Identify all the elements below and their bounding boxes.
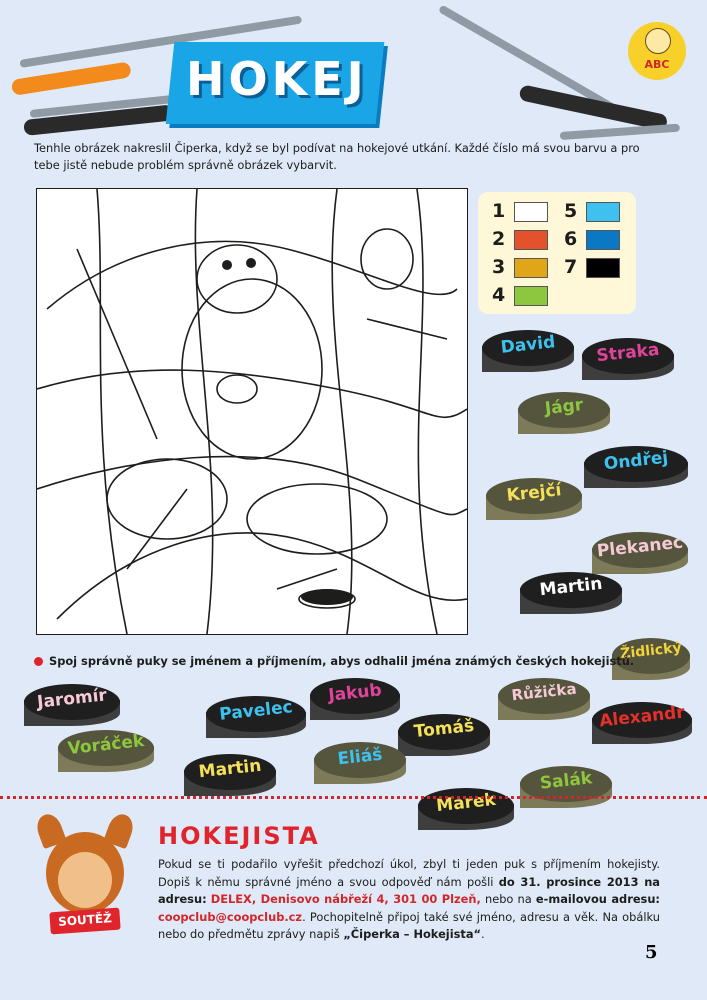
legend-number-6: 6 (564, 228, 578, 250)
legend-swatch-2 (514, 230, 548, 250)
puck-martin-2 (184, 754, 276, 800)
puck-label: Straka (595, 339, 661, 367)
contest-email: coopclub@coopclub.cz (158, 909, 303, 924)
puck-martin-1 (520, 572, 622, 620)
legend-swatch-3 (514, 258, 548, 278)
intro-text: Tenhle obrázek nakreslil Čiperka, když se byl podívat na hokejové utkání. Každé číslo má svou barvu a pro tebe jistě nebude problém správně obrázek vybarvit. (34, 141, 640, 172)
puck-label: Eliáš (336, 744, 384, 770)
puck-label: Martin (538, 573, 604, 601)
contest-email-label: e-mailovou adresu: (535, 892, 660, 906)
puck-label: Voráček (66, 731, 146, 759)
puck-ondrej (584, 446, 688, 494)
instruction-text: Spoj správně puky se jménem a příjmením, abys odhalil jména známých českých hokejistů. (49, 654, 635, 668)
puck-voracek (58, 730, 154, 776)
squirrel-mascot-icon (28, 818, 138, 948)
puck-jagr (518, 392, 610, 436)
puck-label: Židlický (619, 639, 683, 663)
contest-subject: „Čiperka – Hokejista“ (343, 927, 482, 941)
puck-label: Pavelec (218, 697, 294, 725)
section-divider (0, 796, 707, 799)
puck-tomas (398, 714, 490, 758)
puck-straka (582, 338, 674, 382)
puck-label: Salák (538, 768, 594, 794)
legend-swatch-7 (586, 258, 620, 278)
puck-jaromir (24, 684, 120, 730)
puck-label: Růžička (510, 679, 578, 705)
coloring-picture (36, 188, 468, 635)
legend-number-2: 2 (492, 228, 506, 250)
puck-alexandr (592, 702, 692, 750)
abc-logo-text: ABC (644, 58, 670, 71)
legend-swatch-1 (514, 202, 548, 222)
contest-text-part: nebo na (480, 892, 536, 906)
smiley-face-icon (645, 28, 671, 54)
puck-jakub (310, 678, 400, 722)
puck-plekanec (592, 532, 688, 576)
puck-david (482, 330, 574, 374)
puck-ruzicka (498, 678, 590, 722)
puck-label: Ondřej (602, 447, 670, 475)
contest-text-part: . Pochopitelně připoj také své jméno, adresu a věk. Na obálku nebo do předmětu zprávy napiš (158, 909, 660, 941)
contest-deadline: do 31. prosince 2013 na adresu: (158, 874, 660, 906)
puck-pavelec (206, 696, 306, 742)
legend-number-5: 5 (564, 200, 578, 222)
contest-text-part: Pokud se ti podařilo vyřešit předchozí úkol, zbyl ti jeden puk s příjmením hokejisty. Dopiš k němu správné jméno a svou odpověď nám pošli (158, 857, 660, 889)
puck-marek (418, 788, 514, 834)
puck-salak (520, 766, 612, 812)
page-number: 5 (645, 942, 658, 963)
puck-label: David (499, 332, 557, 358)
puck-label: Tomáš (412, 715, 476, 743)
contest-text (158, 856, 660, 944)
page-title: HOKEJ (186, 52, 368, 106)
legend-number-1: 1 (492, 200, 506, 222)
contest-address: DELEX, Denisovo nábřeží 4, 301 00 Plzeň, (210, 892, 481, 906)
abc-logo (628, 22, 686, 80)
legend-swatch-5 (586, 202, 620, 222)
puck-label: Jágr (543, 395, 585, 419)
color-legend (478, 192, 636, 314)
puck-label: Plekanec (596, 532, 684, 562)
puck-label: Jaromír (36, 685, 108, 713)
puck-elias (314, 742, 406, 786)
legend-swatch-4 (514, 286, 548, 306)
puck-instruction (34, 654, 634, 668)
puck-krejci (486, 478, 582, 524)
legend-number-4: 4 (492, 284, 506, 306)
bullet-icon (34, 657, 43, 666)
puck-label: Krejčí (505, 480, 563, 506)
contest-text-part: . (481, 927, 485, 941)
puck-label: Alexandr (598, 702, 686, 732)
legend-swatch-6 (586, 230, 620, 250)
legend-number-7: 7 (564, 256, 578, 278)
contest-title: HOKEJISTA (158, 822, 320, 850)
puck-label: Marek (435, 789, 497, 817)
coloring-picture-lines (37, 189, 467, 634)
legend-number-3: 3 (492, 256, 506, 278)
contest-badge: SOUTĚŽ (57, 911, 113, 929)
puck-label: Martin (197, 755, 263, 783)
puck-label: Jakub (327, 680, 383, 706)
